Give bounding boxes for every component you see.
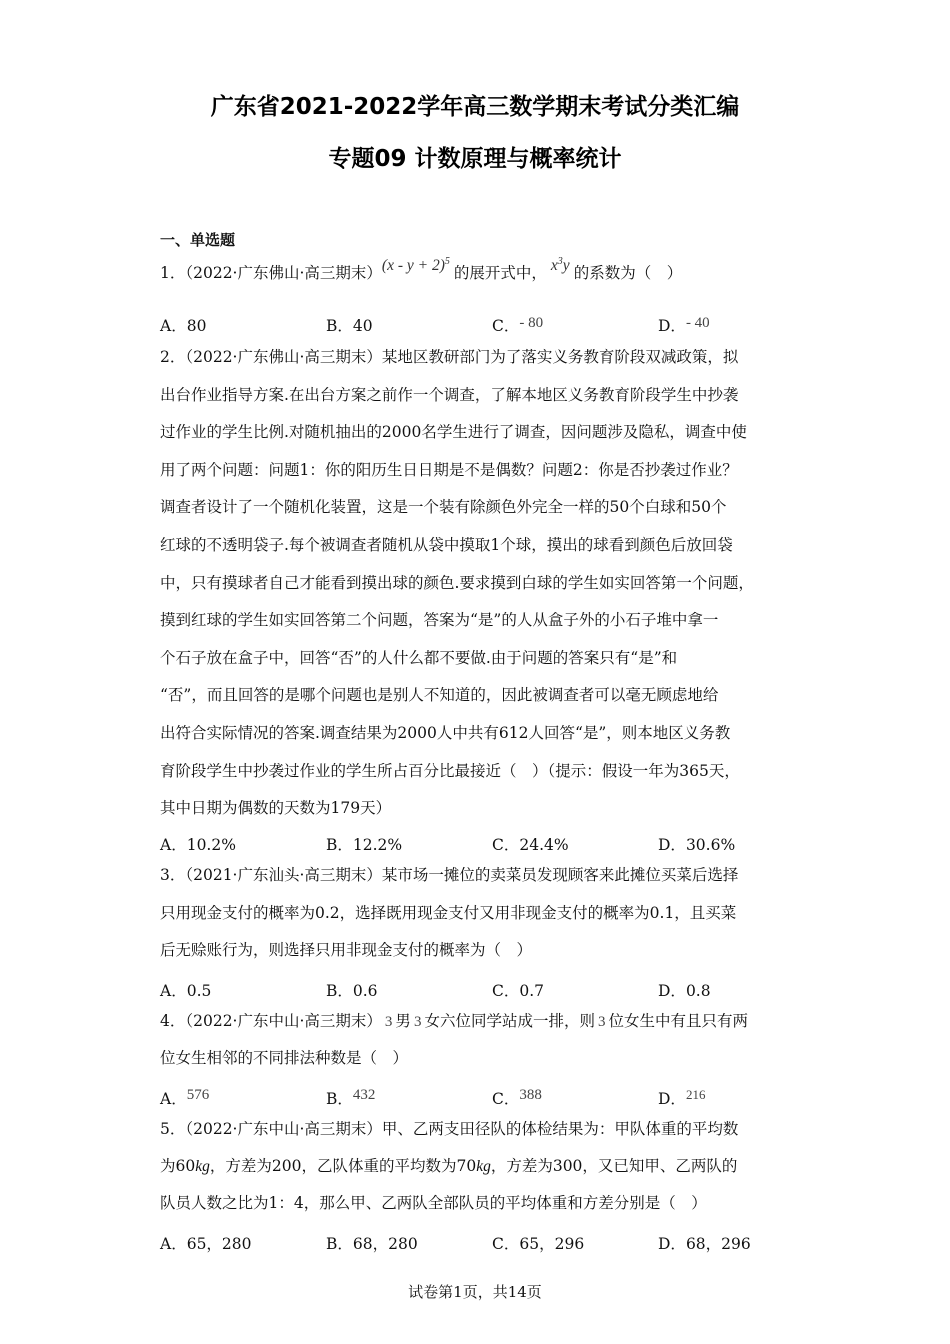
- question-3-line: 3．（2021·广东汕头·高三期末）某市场一摊位的卖菜员发现顾客来此摊位买菜后选择: [160, 866, 739, 884]
- question-2-line: 个石子放在盒子中，回答“否”的人什么都不要做.由于问题的答案只有“是”和: [160, 648, 678, 667]
- question-2-line: 红球的不透明袋子.每个被调查者随机从袋中摸取1个球，摸出的球看到颜色后放回袋: [160, 535, 733, 554]
- question-2-line: 中，只有摸球者自己才能看到摸出球的颜色.要求摸到白球的学生如实回答第一个问题，: [160, 573, 754, 592]
- question-5-option-c: C．65，296: [492, 1235, 585, 1253]
- question-1-option-d: D．- 40: [658, 315, 710, 335]
- question-5-option-d: D．68，296: [658, 1235, 751, 1253]
- question-1-option-c: C．- 80: [492, 315, 544, 335]
- question-2-line: 出符合实际情况的答案.调查结果为2000人中共有612人回答“是”，则本地区义务教: [160, 723, 731, 742]
- question-1-term: $x^3y$: [550, 256, 570, 275]
- page-footer: 试卷第1页，共14页: [408, 1283, 542, 1301]
- question-3-line: 后无赊账行为，则选择只用非现金支付的概率为（ ）: [160, 941, 533, 960]
- question-5-line-2: 为60kg，方差为200，乙队体重的平均数为70kg，方差为300，又已知甲、乙两队的: [160, 1157, 738, 1175]
- question-1-mid: 的展开式中，: [453, 264, 547, 283]
- question-3-option-d: D．0.8: [658, 982, 711, 1000]
- question-1: [160, 256, 683, 283]
- question-4-option-c: C．388: [492, 1087, 542, 1108]
- question-5-line-3: 队员人数之比为1：4，那么甲、乙两队全部队员的平均体重和方差分别是（ ）: [160, 1194, 707, 1212]
- question-4: 4．（2022·广东中山·高三期末） 3 男 3 女六位同学站成一排，则 3 位女生中有且只有两: [160, 1012, 748, 1030]
- page-subtitle: 专题09 计数原理与概率统计: [328, 146, 622, 172]
- question-3-option-c: C．0.7: [492, 982, 545, 1000]
- question-5-option-a: A．65，280: [160, 1235, 252, 1253]
- question-4-option-b: B．432: [326, 1087, 376, 1108]
- question-4-option-d: D．$^{216}$: [658, 1087, 706, 1108]
- question-1-expression: $(x - y + 2)^5$: [381, 256, 450, 275]
- question-3-option-b: B．0.6: [326, 982, 378, 1000]
- question-4-line-2: 位女生相邻的不同排法种数是（ ）: [160, 1049, 409, 1067]
- question-2-line: 调查者设计了一个随机化装置，这是一个装有除颜色外完全一样的50个白球和50个: [160, 498, 727, 517]
- question-3-option-a: A．0.5: [160, 982, 212, 1000]
- question-3-line: 只用现金支付的概率为0.2，选择既用现金支付又用非现金支付的概率为0.1，且买菜: [160, 903, 737, 922]
- question-1-option-a: A．80: [160, 317, 207, 335]
- question-2: [160, 339, 800, 828]
- page-title: 广东省2021-2022学年高三数学期末考试分类汇编: [210, 94, 740, 120]
- section-heading: 一、单选题: [160, 231, 236, 249]
- question-2-line: 育阶段学生中抄袭过作业的学生所占百分比最接近（ ）（提示：假设一年为365天，: [160, 761, 740, 780]
- question-2-option-a: A．10.2%: [160, 836, 236, 854]
- question-5-option-b: B．68，280: [326, 1235, 418, 1253]
- question-5-line-1: 5．（2022·广东中山·高三期末）甲、乙两支田径队的体检结果为：甲队体重的平均数: [160, 1120, 739, 1138]
- question-2-line: 过作业的学生比例.对随机抽出的2000名学生进行了调查，因问题涉及隐私，调查中使: [160, 423, 747, 442]
- question-1-prefix: 1．（2022·广东佛山·高三期末）: [160, 264, 382, 283]
- question-1-option-b: B．40: [326, 317, 373, 335]
- question-2-option-d: D．30.6%: [658, 836, 736, 854]
- question-3: [160, 857, 800, 970]
- question-2-line: “否”，而且回答的是哪个问题也是别人不知道的，因此被调查者可以毫无顾虑地给: [160, 686, 719, 705]
- question-1-suffix: 的系数为（ ）: [573, 264, 683, 283]
- question-2-option-b: B．12.2%: [326, 836, 403, 854]
- question-4-option-a: A．576: [160, 1087, 210, 1108]
- question-2-line: 其中日期为偶数的天数为179天）: [160, 799, 392, 818]
- question-2-line: 摸到红球的学生如实回答第二个问题，答案为“是”的人从盒子外的小石子堆中拿一: [160, 611, 719, 630]
- question-2-option-c: C．24.4%: [492, 836, 569, 854]
- question-2-line: 出台作业指导方案.在出台方案之前作一个调查，了解本地区义务教育阶段学生中抄袭: [160, 385, 739, 404]
- question-2-line: 用了两个问题：问题1：你的阳历生日日期是不是偶数？问题2：你是否抄袭过作业？: [160, 460, 738, 479]
- question-2-line: 2．（2022·广东佛山·高三期末）某地区教研部门为了落实义务教育阶段双减政策，拟: [160, 348, 739, 366]
